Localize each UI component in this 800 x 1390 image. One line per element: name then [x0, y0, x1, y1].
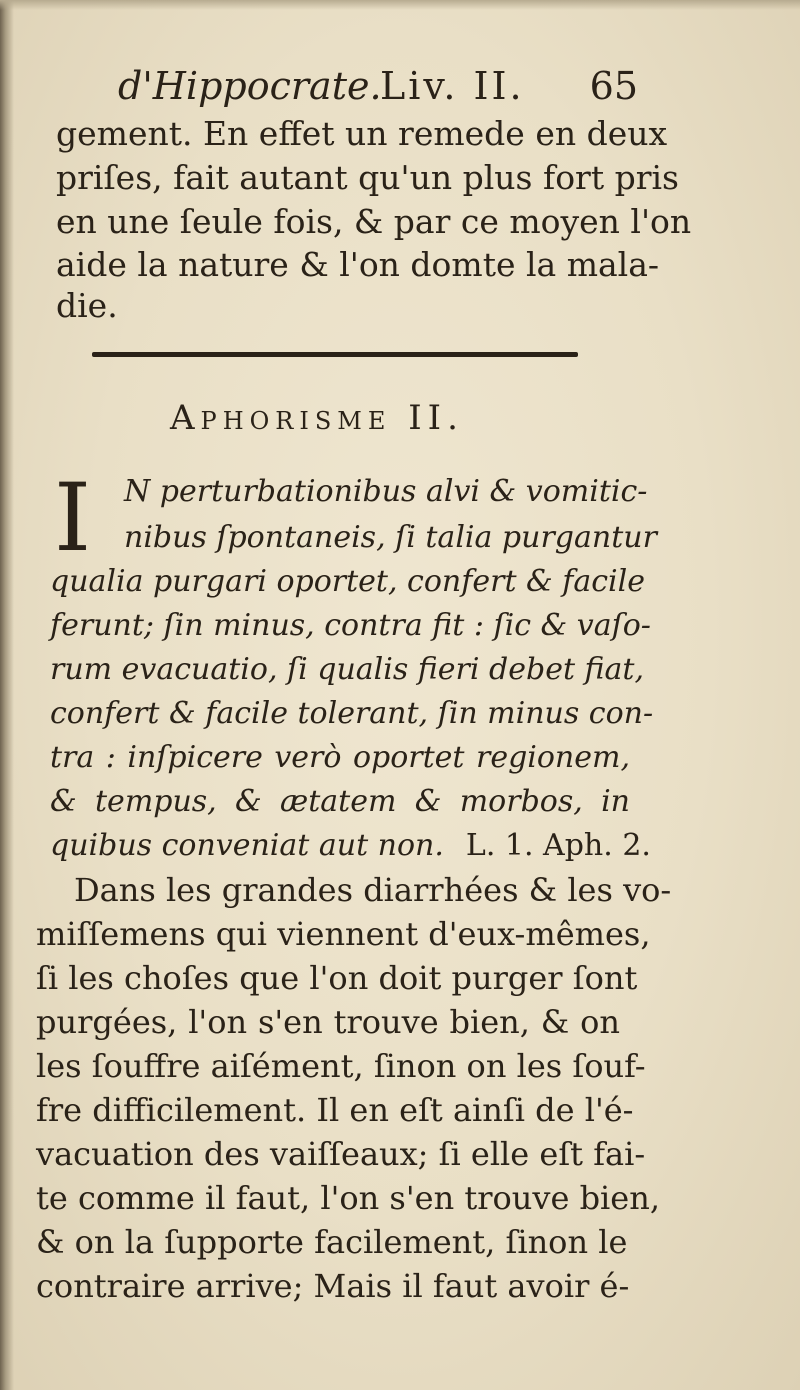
running-head-book: Liv. II. — [380, 64, 525, 108]
latin-line: nibus ſpontaneis, ſi talia purgantur — [124, 520, 657, 555]
latin-line: quibus conveniat aut non. — [50, 828, 444, 863]
latin-line: confert & facile tolerant, ſin minus con- — [50, 696, 654, 731]
aphorism-heading: Aphorisme II. — [170, 398, 464, 438]
french-line: contraire arrive; Mais il faut avoir é- — [36, 1267, 630, 1305]
text-line: en une ſeule fois, & par ce moyen l'on — [56, 202, 692, 241]
french-line: purgées, l'on s'en trouve bien, & on — [36, 1003, 620, 1041]
latin-line: & tempus, & ætatem & morbos, in — [50, 784, 630, 819]
french-line: Dans les grandes diarrhées & les vo- — [74, 871, 672, 909]
french-line: & on la ſupporte facilement, ſinon le — [36, 1223, 628, 1261]
text-line: priſes, fait autant qu'un plus fort pris — [56, 158, 679, 197]
section-rule — [92, 352, 578, 357]
page-top-edge — [0, 0, 800, 10]
running-head-title: d'Hippocrate. — [118, 64, 382, 108]
text-line: gement. En effet un remede en deux — [56, 114, 668, 153]
latin-line: tra : inſpicere verò oportet regionem, — [50, 740, 630, 775]
latin-line-with-reference — [50, 826, 651, 866]
latin-line: rum evacuatio, ſi qualis fieri debet fiat, — [50, 652, 645, 687]
running-head — [118, 64, 638, 114]
french-line: miſſemens qui viennent d'eux-mêmes, — [36, 915, 651, 953]
latin-line: N perturbationibus alvi & vomitic- — [124, 474, 648, 509]
aphorism-reference: L. 1. Aph. 2. — [465, 828, 651, 863]
french-line: ſi les choſes que l'on doit purger ſont — [36, 959, 638, 997]
latin-line: qualia purgari oportet, confert & facile — [50, 564, 646, 599]
french-line: les ſouffre aiſément, ſinon on les ſouf- — [36, 1047, 646, 1085]
page-number: 65 — [589, 64, 638, 108]
page-gutter-shadow — [0, 0, 14, 1390]
latin-line: ferunt; ſin minus, contra fit : ſic & vaſo- — [50, 608, 651, 643]
french-line: fre difficilement. Il en eſt ainſi de l'é- — [36, 1091, 634, 1129]
french-line: vacuation des vaiſſeaux; ſi elle eſt fai- — [36, 1135, 646, 1173]
drop-cap: I — [54, 464, 92, 573]
text-line: aide la nature & l'on domte la mala- — [56, 245, 660, 284]
text-line: die. — [56, 286, 118, 325]
french-line: te comme il faut, l'on s'en trouve bien, — [36, 1179, 660, 1217]
